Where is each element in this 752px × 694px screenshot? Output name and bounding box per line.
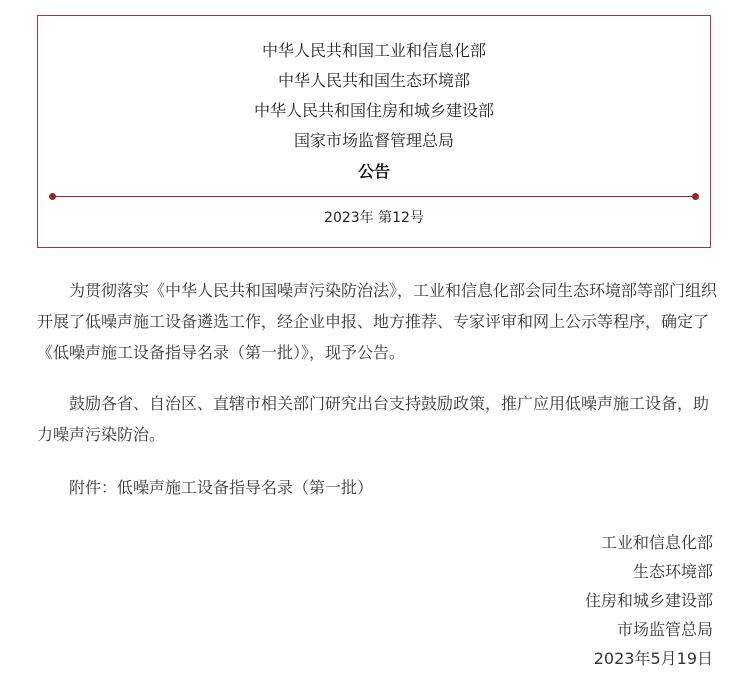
signature-samr: 市场监管总局 [616, 620, 713, 639]
body-paragraph-encourage: 鼓励各省、自治区、直辖市相关部门研究出台支持鼓励政策，推广应用低噪声施工设备，助力噪声污染防治。 [37, 394, 710, 444]
signature-mee: 生态环境部 [632, 562, 713, 581]
issuer-mohurd: 中华人民共和国住房和城乡建设部 [253, 101, 494, 120]
signature-date: 2023年5月19日 [593, 649, 713, 668]
attachment-reference: 附件：低噪声施工设备指导名录（第一批） [69, 478, 374, 497]
body-paragraph-intro: 为贯彻落实《中华人民共和国噪声污染防治法》，工业和信息化部会同生态环境部等部门组织开展了低噪声施工设备遴选工作，经企业申报、地方推荐、专家评审和网上公示等程序，确定了《低噪声施工设备指导名录（第一批）》，现予公告。 [37, 281, 718, 362]
signature-mohurd: 住房和城乡建设部 [584, 591, 713, 610]
signature-miit: 工业和信息化部 [600, 533, 713, 552]
notice-title: 公告 [357, 162, 390, 181]
divider-dot-right [692, 193, 699, 200]
issuer-samr: 国家市场监督管理总局 [293, 131, 454, 150]
issuer-miit: 中华人民共和国工业和信息化部 [261, 41, 486, 60]
header-divider [52, 196, 696, 197]
document-number: 2023年 第12号 [324, 210, 424, 226]
divider-dot-left [49, 193, 56, 200]
notice-header-box [37, 15, 711, 248]
signature-block [585, 528, 713, 673]
issuer-mee: 中华人民共和国生态环境部 [277, 71, 470, 90]
